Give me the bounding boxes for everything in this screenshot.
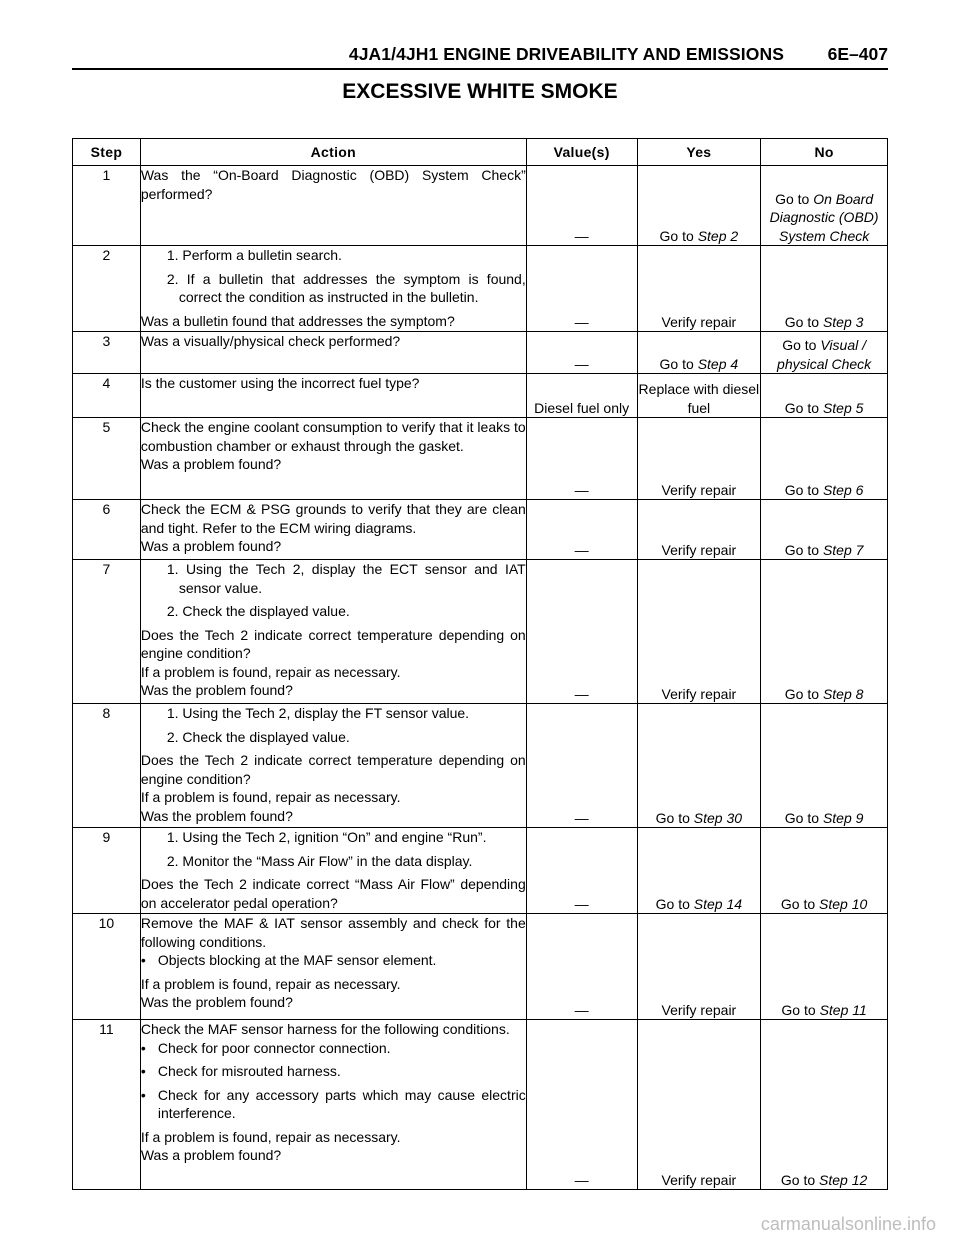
step-number: 11 bbox=[73, 1020, 141, 1190]
action-cell bbox=[140, 246, 526, 332]
yes-text: Go to bbox=[655, 809, 694, 826]
action-text: If a problem is found, repair as necessary. bbox=[140, 1128, 401, 1145]
yes-text: Verify repair bbox=[661, 481, 737, 498]
table-row bbox=[73, 828, 888, 914]
action-text: If a problem is found, repair as necessary. bbox=[140, 975, 401, 992]
action-text: Is the customer using the incorrect fuel type? bbox=[140, 375, 420, 391]
value-cell: — bbox=[526, 418, 637, 500]
no-text: Go to bbox=[784, 685, 823, 702]
action-text: Was a bulletin found that addresses the symptom? bbox=[140, 312, 455, 329]
table-header-row bbox=[73, 139, 888, 166]
watermark: carmanualsonline.info bbox=[760, 1214, 936, 1234]
no-cell bbox=[761, 332, 888, 374]
table-row bbox=[73, 332, 888, 374]
action-text: Remove the MAF & IAT sensor assembly and check for the following conditions. bbox=[140, 915, 526, 950]
yes-cell bbox=[637, 374, 761, 418]
yes-cell bbox=[637, 246, 761, 332]
value-cell: — bbox=[526, 560, 637, 704]
yes-text: Go to bbox=[655, 895, 694, 912]
yes-cell bbox=[637, 166, 761, 246]
no-text: Go to bbox=[780, 1171, 820, 1188]
action-text: Was the problem found? bbox=[140, 807, 293, 824]
action-cell bbox=[140, 704, 526, 828]
yes-text: Go to bbox=[659, 355, 698, 372]
numbered-item: 2. Monitor the “Mass Air Flow” in the data display. bbox=[166, 852, 473, 869]
no-cell bbox=[761, 560, 888, 704]
table-row bbox=[73, 560, 888, 704]
yes-text: Verify repair bbox=[661, 685, 737, 702]
yes-cell bbox=[637, 332, 761, 374]
no-text: Go to bbox=[780, 895, 820, 912]
yes-cell bbox=[637, 418, 761, 500]
no-cell bbox=[761, 418, 888, 500]
no-step-ref: Step 8 bbox=[822, 685, 864, 702]
action-cell bbox=[140, 914, 526, 1020]
action-text: Check the MAF sensor harness for the following conditions. bbox=[140, 1021, 510, 1037]
table-row bbox=[73, 374, 888, 418]
no-cell bbox=[761, 500, 888, 560]
yes-cell bbox=[637, 828, 761, 914]
yes-text: Replace with diesel fuel bbox=[638, 381, 760, 416]
action-text: Was the problem found? bbox=[140, 682, 293, 698]
yes-cell bbox=[637, 914, 761, 1020]
header-values: Value(s) bbox=[526, 139, 637, 166]
step-number: 6 bbox=[73, 500, 141, 560]
numbered-item: 1. Perform a bulletin search. bbox=[166, 247, 342, 263]
action-cell bbox=[140, 166, 526, 246]
document-title: EXCESSIVE WHITE SMOKE bbox=[342, 80, 618, 103]
page-header bbox=[72, 44, 888, 70]
no-cell bbox=[761, 914, 888, 1020]
no-step-ref: Step 5 bbox=[822, 399, 864, 416]
no-cell bbox=[761, 246, 888, 332]
yes-text: Go to bbox=[659, 227, 698, 244]
table-row bbox=[73, 166, 888, 246]
no-cell bbox=[761, 166, 888, 246]
no-text: Go to bbox=[784, 541, 823, 558]
action-text: Was a visually/physical check performed? bbox=[140, 333, 401, 349]
numbered-item: 1. Using the Tech 2, ignition “On” and engine “Run”. bbox=[166, 829, 487, 845]
yes-text: Verify repair bbox=[661, 541, 737, 558]
no-step-ref: Step 7 bbox=[822, 541, 864, 558]
action-text: Does the Tech 2 indicate correct temperature depending on engine condition? bbox=[140, 752, 526, 787]
value-cell: — bbox=[526, 500, 637, 560]
action-text: Was a problem found? bbox=[140, 456, 282, 472]
step-number: 2 bbox=[73, 246, 141, 332]
no-text: Go to bbox=[784, 313, 823, 330]
value-cell: — bbox=[526, 704, 637, 828]
no-step-ref: Step 12 bbox=[819, 1171, 868, 1188]
yes-cell bbox=[637, 1020, 761, 1190]
value-cell: — bbox=[526, 246, 637, 332]
yes-step-ref: Step 14 bbox=[693, 895, 743, 912]
yes-text: Verify repair bbox=[661, 313, 737, 330]
table-row bbox=[73, 500, 888, 560]
no-step-ref: Step 11 bbox=[819, 1001, 867, 1018]
step-number: 4 bbox=[73, 374, 141, 418]
no-step-ref: On Board Diagnostic (OBD) System Check bbox=[769, 190, 879, 244]
value-cell: — bbox=[526, 332, 637, 374]
table-row bbox=[73, 418, 888, 500]
bullet-item bbox=[141, 1039, 526, 1058]
numbered-item: 2. Check the displayed value. bbox=[166, 603, 350, 619]
action-text: If a problem is found, repair as necessary. bbox=[140, 663, 401, 680]
action-cell bbox=[140, 374, 526, 418]
yes-cell bbox=[637, 500, 761, 560]
no-text: Go to bbox=[784, 399, 823, 416]
step-number: 1 bbox=[73, 166, 141, 246]
no-text: Go to bbox=[782, 337, 821, 353]
numbered-item: 1. Using the Tech 2, display the FT sensor value. bbox=[166, 705, 470, 721]
header-step: Step bbox=[73, 139, 141, 166]
action-text: Was a problem found? bbox=[140, 538, 282, 554]
no-text: Go to bbox=[781, 1001, 820, 1018]
bullet-item bbox=[141, 1086, 526, 1123]
step-number: 5 bbox=[73, 418, 141, 500]
diagnostic-table bbox=[72, 138, 888, 1190]
action-cell bbox=[140, 332, 526, 374]
table-row bbox=[73, 914, 888, 1020]
table-body bbox=[73, 166, 888, 1190]
action-cell bbox=[140, 828, 526, 914]
bullet-text: Objects blocking at the MAF sensor element. bbox=[157, 952, 437, 968]
bullet-text: Check for poor connector connection. bbox=[157, 1039, 391, 1056]
step-number: 3 bbox=[73, 332, 141, 374]
action-text: If a problem is found, repair as necessary. bbox=[140, 789, 401, 805]
page-number: 6E–407 bbox=[827, 44, 888, 64]
numbered-item: 1. Using the Tech 2, display the ECT sensor and IAT sensor value. bbox=[166, 561, 526, 596]
action-text: Check the ECM & PSG grounds to verify that they are clean and tight. Refer to the ECM wiring diagrams. bbox=[140, 501, 526, 536]
yes-step-ref: Step 4 bbox=[697, 355, 739, 372]
action-cell bbox=[140, 560, 526, 704]
no-step-ref: Step 3 bbox=[822, 313, 864, 330]
yes-text: Verify repair bbox=[661, 1171, 737, 1188]
action-cell bbox=[140, 500, 526, 560]
no-step-ref: Step 9 bbox=[822, 809, 864, 826]
yes-cell bbox=[637, 560, 761, 704]
value-cell: Diesel fuel only bbox=[526, 374, 637, 418]
no-step-ref: Visual / physical Check bbox=[777, 337, 872, 372]
step-number: 8 bbox=[73, 704, 141, 828]
step-number: 9 bbox=[73, 828, 141, 914]
value-cell: — bbox=[526, 914, 637, 1020]
action-text: Check the engine coolant consumption to verify that it leaks to combustion chamber or exhaust through the gasket. bbox=[140, 419, 526, 454]
action-text: Was the “On-Board Diagnostic (OBD) System Check” performed? bbox=[140, 167, 526, 202]
no-cell bbox=[761, 828, 888, 914]
numbered-item: 2. If a bulletin that addresses the symptom is found, correct the condition as instructed in the bulletin. bbox=[166, 270, 526, 305]
yes-text: Verify repair bbox=[661, 1001, 737, 1018]
value-cell: — bbox=[526, 828, 637, 914]
action-text: Was the problem found? bbox=[140, 994, 293, 1010]
no-text: Go to bbox=[784, 481, 823, 498]
bullet-item bbox=[141, 951, 526, 970]
bullet-item bbox=[141, 1062, 526, 1081]
no-cell bbox=[761, 704, 888, 828]
no-cell bbox=[761, 374, 888, 418]
header-yes: Yes bbox=[637, 139, 761, 166]
value-cell: — bbox=[526, 166, 637, 246]
header-no: No bbox=[761, 139, 888, 166]
action-text: Does the Tech 2 indicate correct temperature depending on engine condition? bbox=[140, 626, 526, 661]
step-number: 7 bbox=[73, 560, 141, 704]
action-cell bbox=[140, 418, 526, 500]
yes-cell bbox=[637, 704, 761, 828]
value-cell: — bbox=[526, 1020, 637, 1190]
no-text: Go to bbox=[784, 809, 823, 826]
yes-step-ref: Step 2 bbox=[697, 227, 739, 244]
table-row bbox=[73, 246, 888, 332]
bullet-text: Check for misrouted harness. bbox=[157, 1063, 341, 1079]
action-text: Was a problem found? bbox=[140, 1147, 282, 1163]
yes-step-ref: Step 30 bbox=[693, 809, 743, 826]
step-number: 10 bbox=[73, 914, 141, 1020]
no-cell bbox=[761, 1020, 888, 1190]
no-text: Go to bbox=[775, 190, 814, 207]
no-step-ref: Step 6 bbox=[822, 481, 864, 498]
no-step-ref: Step 10 bbox=[819, 895, 868, 912]
table-row bbox=[73, 704, 888, 828]
action-cell bbox=[140, 1020, 526, 1190]
header-action: Action bbox=[140, 139, 526, 166]
bullet-text: Check for any accessory parts which may cause electric interference. bbox=[157, 1086, 526, 1121]
header-title: 4JA1/4JH1 ENGINE DRIVEABILITY AND EMISSIONS bbox=[348, 44, 784, 64]
numbered-item: 2. Check the displayed value. bbox=[166, 728, 350, 745]
table-row bbox=[73, 1020, 888, 1190]
action-text: Does the Tech 2 indicate correct “Mass Air Flow” depending on accelerator pedal operation? bbox=[140, 876, 526, 911]
